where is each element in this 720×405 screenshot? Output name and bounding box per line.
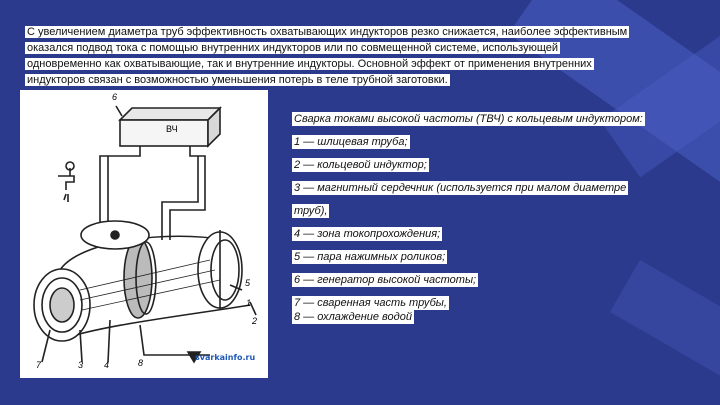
intro-line: С увеличением диаметра труб эффективность охватывающих индукторов резко снижается, наиболее эффективным <box>27 26 628 38</box>
intro-line: индукторов связан с возможностью уменьшения потерь в теле трубной заготовки. <box>27 74 448 86</box>
legend-item: 3 — магнитный сердечник (используется при малом диаметре <box>294 182 627 194</box>
callout-1: 1 <box>246 298 252 308</box>
legend-item: 5 — пара нажимных роликов; <box>294 251 446 263</box>
callout-7: 7 <box>36 360 42 370</box>
legend <box>292 112 687 324</box>
legend-item: 4 — зона токопрохождения; <box>294 228 441 240</box>
callout-2: 2 <box>252 316 258 326</box>
welding-diagram-drawing <box>20 90 268 378</box>
callout-5: 5 <box>245 278 251 288</box>
legend-item: 7 — сваренная часть трубы, <box>294 297 447 309</box>
legend-item: 6 — генератор высокой частоты; <box>294 274 477 286</box>
callout-4: 4 <box>104 360 110 370</box>
legend-item: 2 — кольцевой индуктор; <box>294 159 427 171</box>
callout-3: 3 <box>78 360 84 370</box>
callout-6: 6 <box>112 92 118 102</box>
intro-line: оказался подвод тока с помощью внутренних индукторов или по совмещенной системе, использующей <box>27 42 559 54</box>
watermark: svarkainfo.ru <box>195 353 256 362</box>
welding-diagram <box>20 90 268 378</box>
legend-item: труб), <box>294 205 328 217</box>
intro-line: одновременно как охватывающие, так и внутренние индукторы. Основной эффект от применения внутренних <box>27 58 592 70</box>
legend-title: Сварка токами высокой частоты (ТВЧ) с кольцевым индуктором: <box>294 113 643 125</box>
callout-8: 8 <box>138 358 144 368</box>
intro-text <box>25 24 693 88</box>
block-label: ВЧ <box>166 124 178 134</box>
legend-item: 8 — охлаждение водой <box>294 311 412 323</box>
legend-item: 1 — шлицевая труба; <box>294 136 408 148</box>
